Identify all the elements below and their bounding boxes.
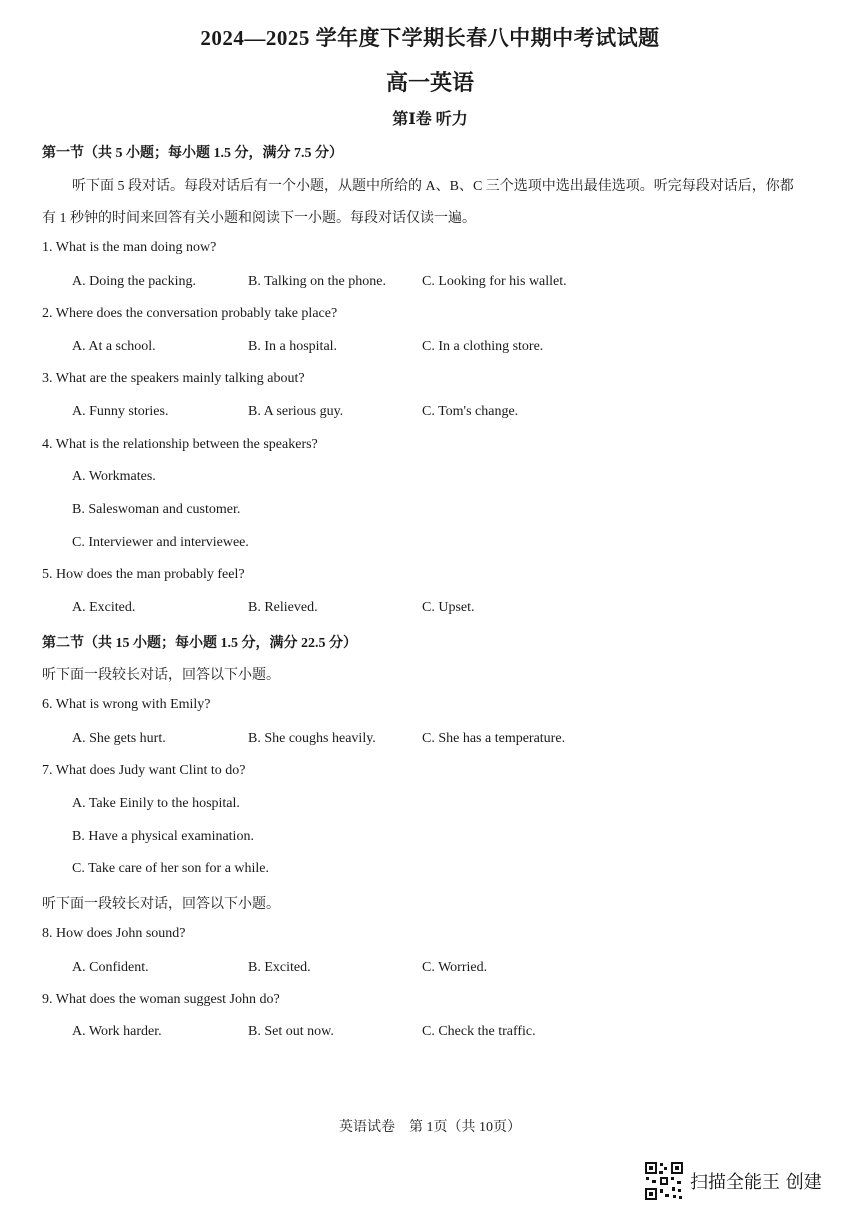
question-9: 9. What does the woman suggest John do? — [42, 992, 280, 1007]
subject-title: 高一英语 — [385, 70, 474, 95]
q1-option-a: A. Doing the packing. — [72, 274, 197, 289]
q2-option-c: C. In a clothing store. — [422, 339, 544, 354]
question-5: 5. How does the man probably feel? — [42, 567, 245, 582]
question-2: 2. Where does the conversation probably take place? — [42, 306, 338, 321]
q9-option-a: A. Work harder. — [72, 1024, 162, 1039]
exam-title: 2024—2025 学年度下学期长春八中期中考试试题 — [200, 26, 660, 50]
section2-heading: 第二节（共 15 小题；每小题 1.5 分，满分 22.5 分） — [42, 636, 357, 651]
q9-option-b: B. Set out now. — [248, 1024, 334, 1039]
q5-option-a: A. Excited. — [72, 600, 136, 615]
q2-option-a: A. At a school. — [72, 339, 156, 354]
q7-option-a: A. Take Einily to the hospital. — [72, 796, 240, 811]
q5-option-b: B. Relieved. — [248, 600, 318, 615]
scanner-watermark-text: 扫描全能王 创建 — [690, 1172, 822, 1193]
question-3: 3. What are the speakers mainly talking about? — [42, 371, 305, 386]
section1-instruction-line1: 听下面 5 段对话。每段对话后有一个小题，从题中所给的 A、B、C 三个选项中选出最佳选项。听完每段对话后，你都 — [72, 179, 794, 194]
q4-option-c: C. Interviewer and interviewee. — [72, 535, 249, 550]
q3-option-c: C. Tom's change. — [422, 404, 519, 419]
q9-option-c: C. Check the traffic. — [422, 1024, 536, 1039]
page-footer: 英语试卷 第 1页（共 10页） — [339, 1120, 521, 1135]
q8-option-c: C. Worried. — [422, 960, 488, 975]
section2-instruction-b: 听下面一段较长对话，回答以下小题。 — [42, 897, 280, 912]
q4-option-a: A. Workmates. — [72, 469, 156, 484]
part-title: 第Ⅰ卷 听力 — [392, 111, 468, 128]
section2-instruction-a: 听下面一段较长对话，回答以下小题。 — [42, 668, 280, 683]
question-4: 4. What is the relationship between the speakers? — [42, 437, 318, 452]
question-1: 1. What is the man doing now? — [42, 240, 217, 255]
q1-option-c: C. Looking for his wallet. — [422, 274, 567, 289]
scanner-watermark — [644, 1161, 822, 1201]
qr-code-icon — [644, 1161, 684, 1201]
question-6: 6. What is wrong with Emily? — [42, 697, 211, 712]
q4-option-b: B. Saleswoman and customer. — [72, 502, 241, 517]
section1-instruction-line2: 有 1 秒钟的时间来回答有关小题和阅读下一小题。每段对话仅读一遍。 — [42, 211, 476, 226]
section1-heading: 第一节（共 5 小题；每小题 1.5 分，满分 7.5 分） — [42, 146, 343, 161]
q6-option-c: C. She has a temperature. — [422, 731, 566, 746]
q3-option-b: B. A serious guy. — [248, 404, 344, 419]
q7-option-c: C. Take care of her son for a while. — [72, 861, 270, 876]
q5-option-c: C. Upset. — [422, 600, 475, 615]
q7-option-b: B. Have a physical examination. — [72, 829, 254, 844]
q8-option-b: B. Excited. — [248, 960, 311, 975]
q1-option-b: B. Talking on the phone. — [248, 274, 386, 289]
q6-option-a: A. She gets hurt. — [72, 731, 166, 746]
q6-option-b: B. She coughs heavily. — [248, 731, 376, 746]
q8-option-a: A. Confident. — [72, 960, 149, 975]
question-8: 8. How does John sound? — [42, 926, 186, 941]
q3-option-a: A. Funny stories. — [72, 404, 169, 419]
question-7: 7. What does Judy want Clint to do? — [42, 763, 246, 778]
q2-option-b: B. In a hospital. — [248, 339, 338, 354]
